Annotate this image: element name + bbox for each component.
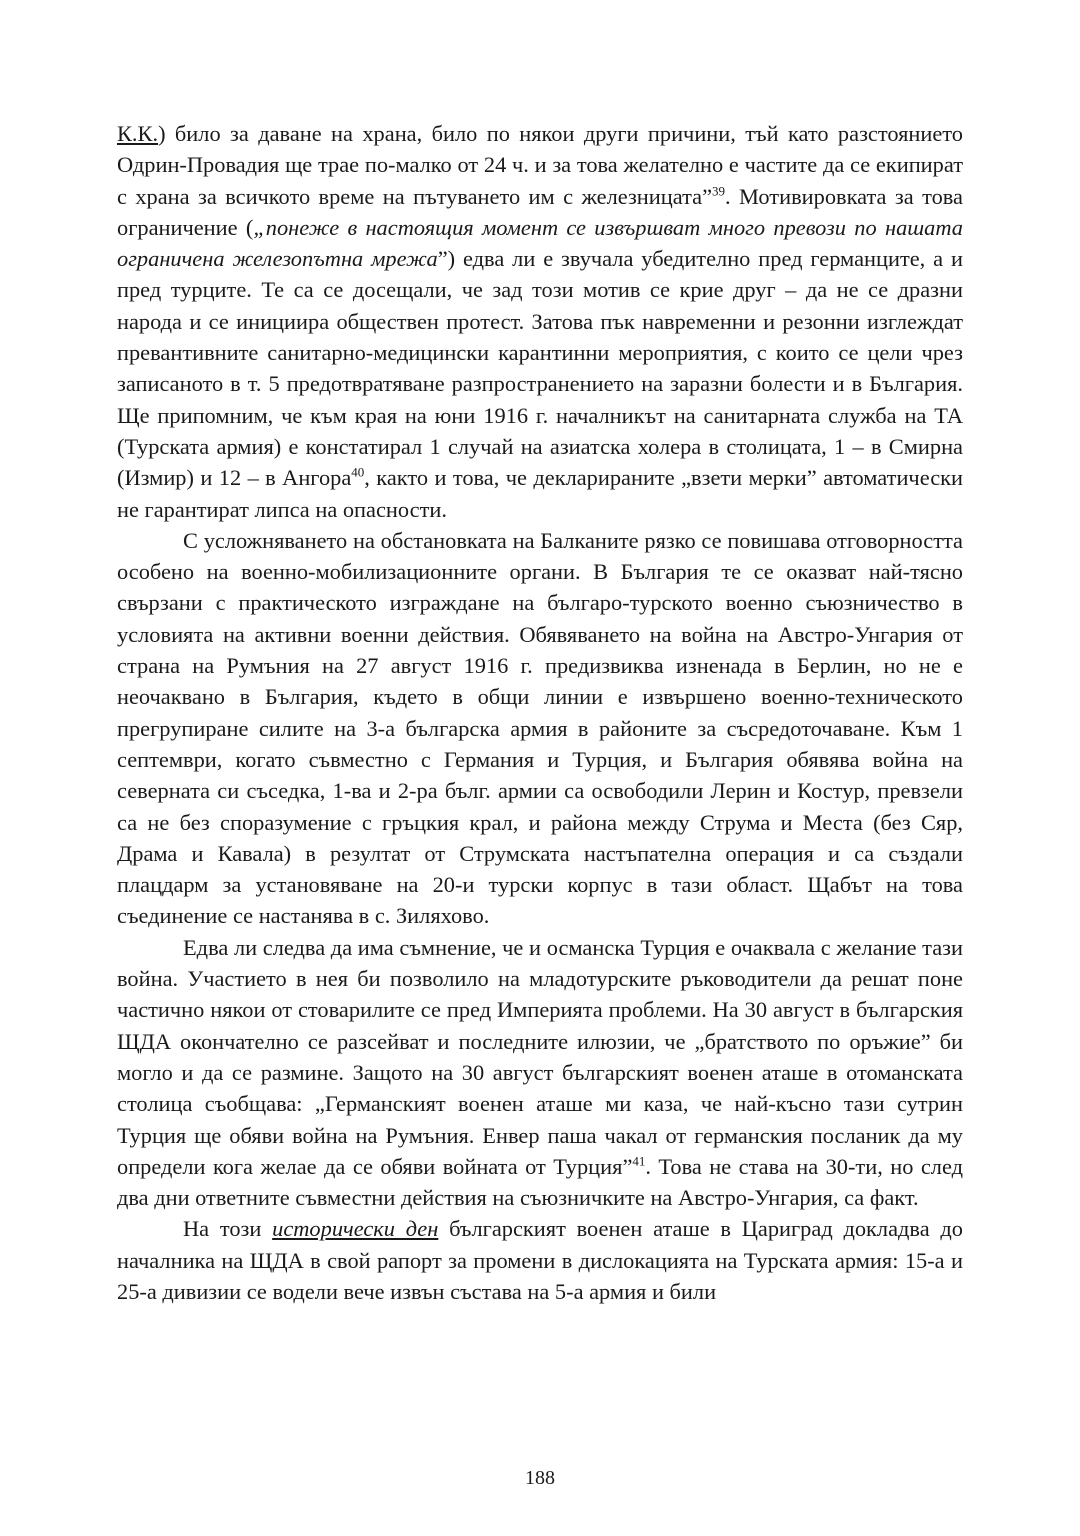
paragraph-2: С усложняването на обстановката на Балканите рязко се повишава отговорността особено на военно-мобилизационните органи. В България те се оказват най-тясно свързани с практическото изграждане на българо-турското военно съюзничество в условията на активни военни действия. Обявяването на война на Австро-Унгария от страна на Румъния на 27 август 1916 г. предизвиква изненада в Берлин, но не е неочаквано в България, където в общи линии е извършено военно-техническото прегрупиране силите на 3-а българска армия в районите за съсредоточаване. Към 1 септември, когато съвместно с Германия и Турция, и България обявява война на северната си съседка, 1-ва и 2-ра бълг. армии са освободили Лерин и Костур, превзели са не без споразумение с гръцкия крал, и района между Струма и Места (без Сяр, Драма и Кавала) в резултат от Струмската настъпателна операция и са създали плацдарм за установяване на 20-и турски корпус в тази област. Щабът на това съединение се настанява в с. Зиляхово. [117,527,963,929]
paragraph-1-text-a: ) било за даване на храна, било по някои други причини, тъй като разстоянието Одрин-Провадия ще трае по-малко от 24 ч. и за това желателно е частите да се екипират с храна за всичкото време на пътуването им с железницата” [117,121,963,209]
italic-underlined-phrase: исторически ден [272,1216,439,1242]
paragraph-4-text-a: На този [183,1216,273,1242]
footnote-ref-39: 39 [712,183,726,199]
paragraph-4-text-b: българският военен аташе в Цариград докладва до началника на ЩДА в свой рапорт за промени в дислокацията на Турската армия: 15-а и 25-а дивизии се водели вече извън състава на 5-а армия и били [117,1216,963,1304]
footnote-ref-41: 41 [632,1153,646,1169]
page-body [117,118,963,1307]
paragraph-3-text-a: Едва ли следва да има съмнение, че и османска Турция е очаквала с желание тази война. Участието в нея би позволило на младотурските ръководители да решат поне частично някои от стоварилите се пред Империята проблеми. На 30 август в българския ЩДА окончателно се разсейват и последните илюзии, че „братството по оръжие” би могло и да се размине. Защото на 30 август българският военен аташе в отоманската столица съобщава: „Германският военен аташе ми каза, че най-късно тази сутрин Турция ще обяви война на Румъния. Енвер паша чакал от германския посланик да му определи кога желае да се обяви войната от Турция” [117,934,963,1179]
paragraph-1 [117,118,963,525]
paragraph-1-text-c: ”) едва ли е звучала убедително пред германците, а и пред турците. Те са се досещали, че зад този мотив се крие друг – да не се дразни народа и се инициира обществен протест. Затова пък навременни и резонни изглеждат превантивните санитарно-медицински карантинни мероприятия, с които се цели чрез записаното в т. 5 предотвратяване разпространението на заразни болести и в България. Ще припомним, че към края на юни 1916 г. началникът на санитарната служба на ТА (Турската армия) е констатирал 1 случай на азиатска холера в столицата, 1 – в Смирна (Измир) и 12 – в Ангора [117,246,963,491]
page-number: 188 [525,1467,555,1489]
footnote-ref-40: 40 [351,464,365,480]
paragraph-4 [117,1213,963,1307]
underlined-abbreviation: К.К. [117,121,159,146]
paragraph-3 [117,932,963,1214]
italic-quote: „понеже в настоящия момент се извършват много превози по нашата ограничена железопътна мрежа [117,214,963,272]
paragraph-1-text-b: . Мотивировката за това ограничение ( [117,183,963,240]
paragraph-1-text-d: , както и това, че декларираните „взети мерки” автоматически не гарантират липса на опасности. [117,465,963,522]
paragraph-3-text-b: . Това не става на 30-ти, но след два дни ответните съвместни действия на съюзничките на Австро-Унгария, са факт. [117,1153,964,1211]
